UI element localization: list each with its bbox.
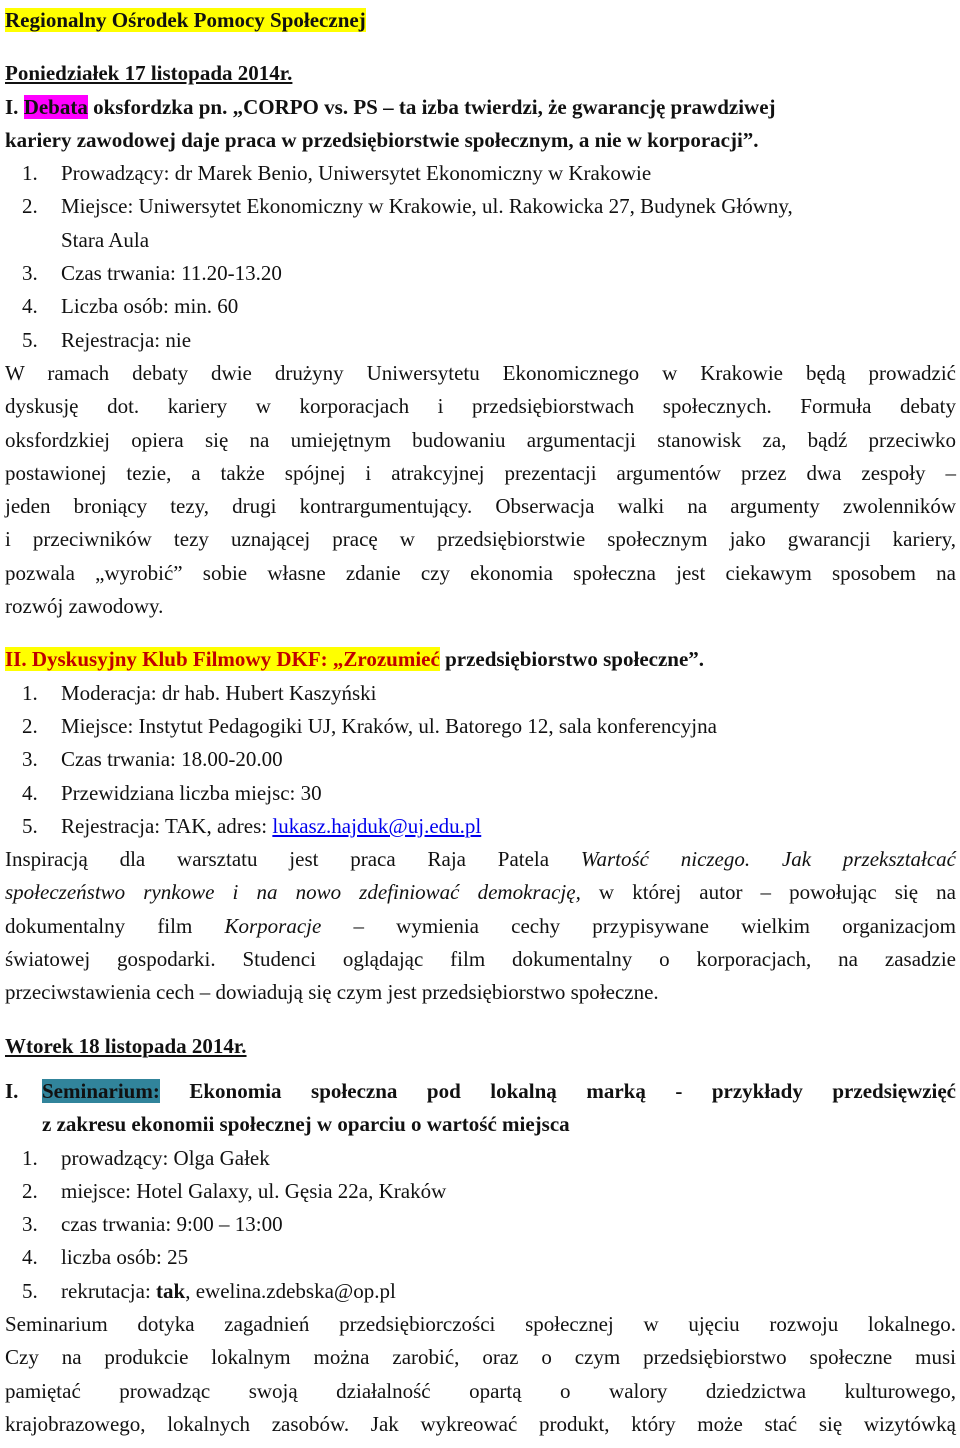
list-item-number: 4. — [22, 780, 38, 805]
paragraph-line: i przeciwników tezy uznającej pracę w przedsiębiorstwie społecznym jako gwarancji kariery, — [5, 527, 956, 552]
list-item — [5, 290, 956, 323]
day1-event1-title-cont: kariery zawodowej daje praca w przedsiębiorstwie społecznym, a nie w korporacji”. — [5, 127, 759, 152]
paragraph-line: Seminarium dotyka zagadnień przedsiębiorczości społecznej w ujęciu rozwoju lokalnego. — [5, 1311, 956, 1336]
paragraph-line: pozwala „wyrobić” sobie własne zdanie czy ekonomia społeczna jest ciekawym sposobem na — [5, 560, 956, 585]
list-item — [5, 777, 956, 810]
list-item-text: Rejestracja: nie — [61, 327, 192, 352]
day2-event1-title: I. Seminarium: Ekonomia społeczna pod lokalną marką - przykłady przedsięwzięć — [5, 1078, 956, 1103]
list-item-text: Rejestracja: TAK, adres: — [61, 813, 273, 838]
list-item — [5, 743, 956, 776]
day1-date: Poniedziałek 17 listopada 2014r. — [5, 61, 293, 86]
paragraph-line: jeden broniący tezy, drugi kontrargumentujący. Obserwacja walki na argumenty zwolenników — [5, 494, 956, 519]
list-item-number: 2. — [22, 713, 38, 738]
list-item — [5, 257, 956, 290]
list-item — [5, 190, 956, 223]
paragraph-line: postawionej tezie, a także spójnej i atrakcyjnej prezentacji argumentów przez dwa zespoły – — [5, 460, 956, 485]
day1-event1-title: I. Debata oksfordzka pn. „CORPO vs. PS – ta izba twierdzi, że gwarancję prawdziwej — [5, 94, 776, 119]
day1-event2-title: II. Dyskusyjny Klub Filmowy DKF: „Zrozumieć przedsiębiorstwo społeczne”. — [5, 647, 705, 672]
list-item-text: Prowadzący: dr Marek Benio, Uniwersytet Ekonomiczny w Krakowie — [61, 161, 652, 186]
paragraph-line: rozwój zawodowy. — [5, 594, 164, 619]
list-item — [5, 710, 956, 743]
document-title: Regionalny Ośrodek Pomocy Społecznej — [5, 8, 366, 32]
paragraph-line: społeczeństwo rynkowe i na nowo zdefiniować demokrację, w której autor – powołując się na — [5, 880, 957, 905]
list-item-number: 4. — [22, 294, 38, 319]
day2-date: Wtorek 18 listopada 2014r. — [5, 1033, 247, 1058]
paragraph-line: pamiętać prowadząc swoją działalność opartą o walory dziedzictwa kulturowego, — [5, 1378, 956, 1403]
list-item-text: Przewidziana liczba miejsc: 30 — [61, 780, 322, 805]
list-item-number: 3. — [22, 261, 38, 286]
list-item-text: Stara Aula — [61, 227, 150, 252]
email-link[interactable]: lukasz.hajduk@uj.edu.pl — [272, 813, 482, 838]
paragraph-line: przeciwstawienia cech – dowiadują się czym jest przedsiębiorstwo społeczne. — [5, 980, 659, 1005]
list-item — [5, 1175, 956, 1208]
list-item-number: 1. — [22, 161, 38, 186]
list-item-text: Czas trwania: 11.20-13.20 — [61, 261, 282, 286]
list-item-text: Miejsce: Instytut Pedagogiki UJ, Kraków, ul. Batorego 12, sala konferencyjna — [61, 713, 717, 738]
list-item-text: Czas trwania: 18.00-20.00 — [61, 747, 283, 772]
list-item — [5, 810, 956, 843]
list-item-number: 5. — [22, 813, 38, 838]
list-item-number: 3. — [22, 747, 38, 772]
list-item — [5, 677, 956, 710]
list-item-number: 5. — [22, 327, 38, 352]
list-item-text: czas trwania: 9:00 – 13:00 — [61, 1212, 283, 1237]
list-item: 5. rekrutacja: tak, ewelina.zdebska@op.pl — [22, 1278, 396, 1303]
list-item — [5, 324, 956, 357]
list-item-number: 4. — [22, 1245, 38, 1270]
list-item-number: 1. — [22, 1145, 38, 1170]
list-item — [5, 224, 956, 257]
paragraph-line: krajobrazowego, lokalnych zasobów. Jak wykreować produkt, który może stać się wizytówką — [5, 1411, 956, 1436]
list-item-text: Moderacja: dr hab. Hubert Kaszyński — [61, 680, 377, 705]
list-item — [5, 1142, 956, 1175]
paragraph-line: Inspiracją dla warsztatu jest praca Raja Patela Wartość niczego. Jak przekształcać — [5, 847, 956, 872]
paragraph-line: dyskusję dot. kariery w korporacjach i przedsiębiorstwach społecznych. Formuła debaty — [5, 394, 956, 419]
list-item-number: 3. — [22, 1212, 38, 1237]
list-item — [5, 157, 956, 190]
paragraph-line: światowej gospodarki. Studenci oglądając film dokumentalny o korporacjach, na zasadzie — [5, 947, 956, 972]
list-item — [5, 1241, 956, 1274]
paragraph-line: oksfordzkiej opiera się na umiejętnym budowaniu argumentacji stanowisk za, bądź przeciwko — [5, 427, 956, 452]
list-item-text: miejsce: Hotel Galaxy, ul. Gęsia 22a, Kraków — [61, 1178, 447, 1203]
day2-event1-title-cont: z zakresu ekonomii społecznej w oparciu o wartość miejsca — [42, 1112, 570, 1137]
list-item-text: Liczba osób: min. 60 — [61, 294, 239, 319]
list-item-text: prowadzący: Olga Gałek — [61, 1145, 270, 1170]
list-item-number: 2. — [22, 194, 38, 219]
paragraph-line: dokumentalny film Korporacje – wymienia cechy przypisywane wielkim organizacjom — [5, 913, 956, 938]
paragraph-line: W ramach debaty dwie drużyny Uniwersytetu Ekonomicznego w Krakowie będą prowadzić — [5, 360, 956, 385]
list-item-text: Miejsce: Uniwersytet Ekonomiczny w Krakowie, ul. Rakowicka 27, Budynek Główny, — [61, 194, 793, 219]
paragraph-line: Czy na produkcie lokalnym można zarobić, oraz o czym przedsiębiorstwo społeczne musi — [5, 1345, 956, 1370]
list-item-text: liczba osób: 25 — [61, 1245, 189, 1270]
list-item-number: 2. — [22, 1178, 38, 1203]
list-item-number: 1. — [22, 680, 38, 705]
document-page — [5, 2, 956, 1441]
list-item — [5, 1208, 956, 1241]
